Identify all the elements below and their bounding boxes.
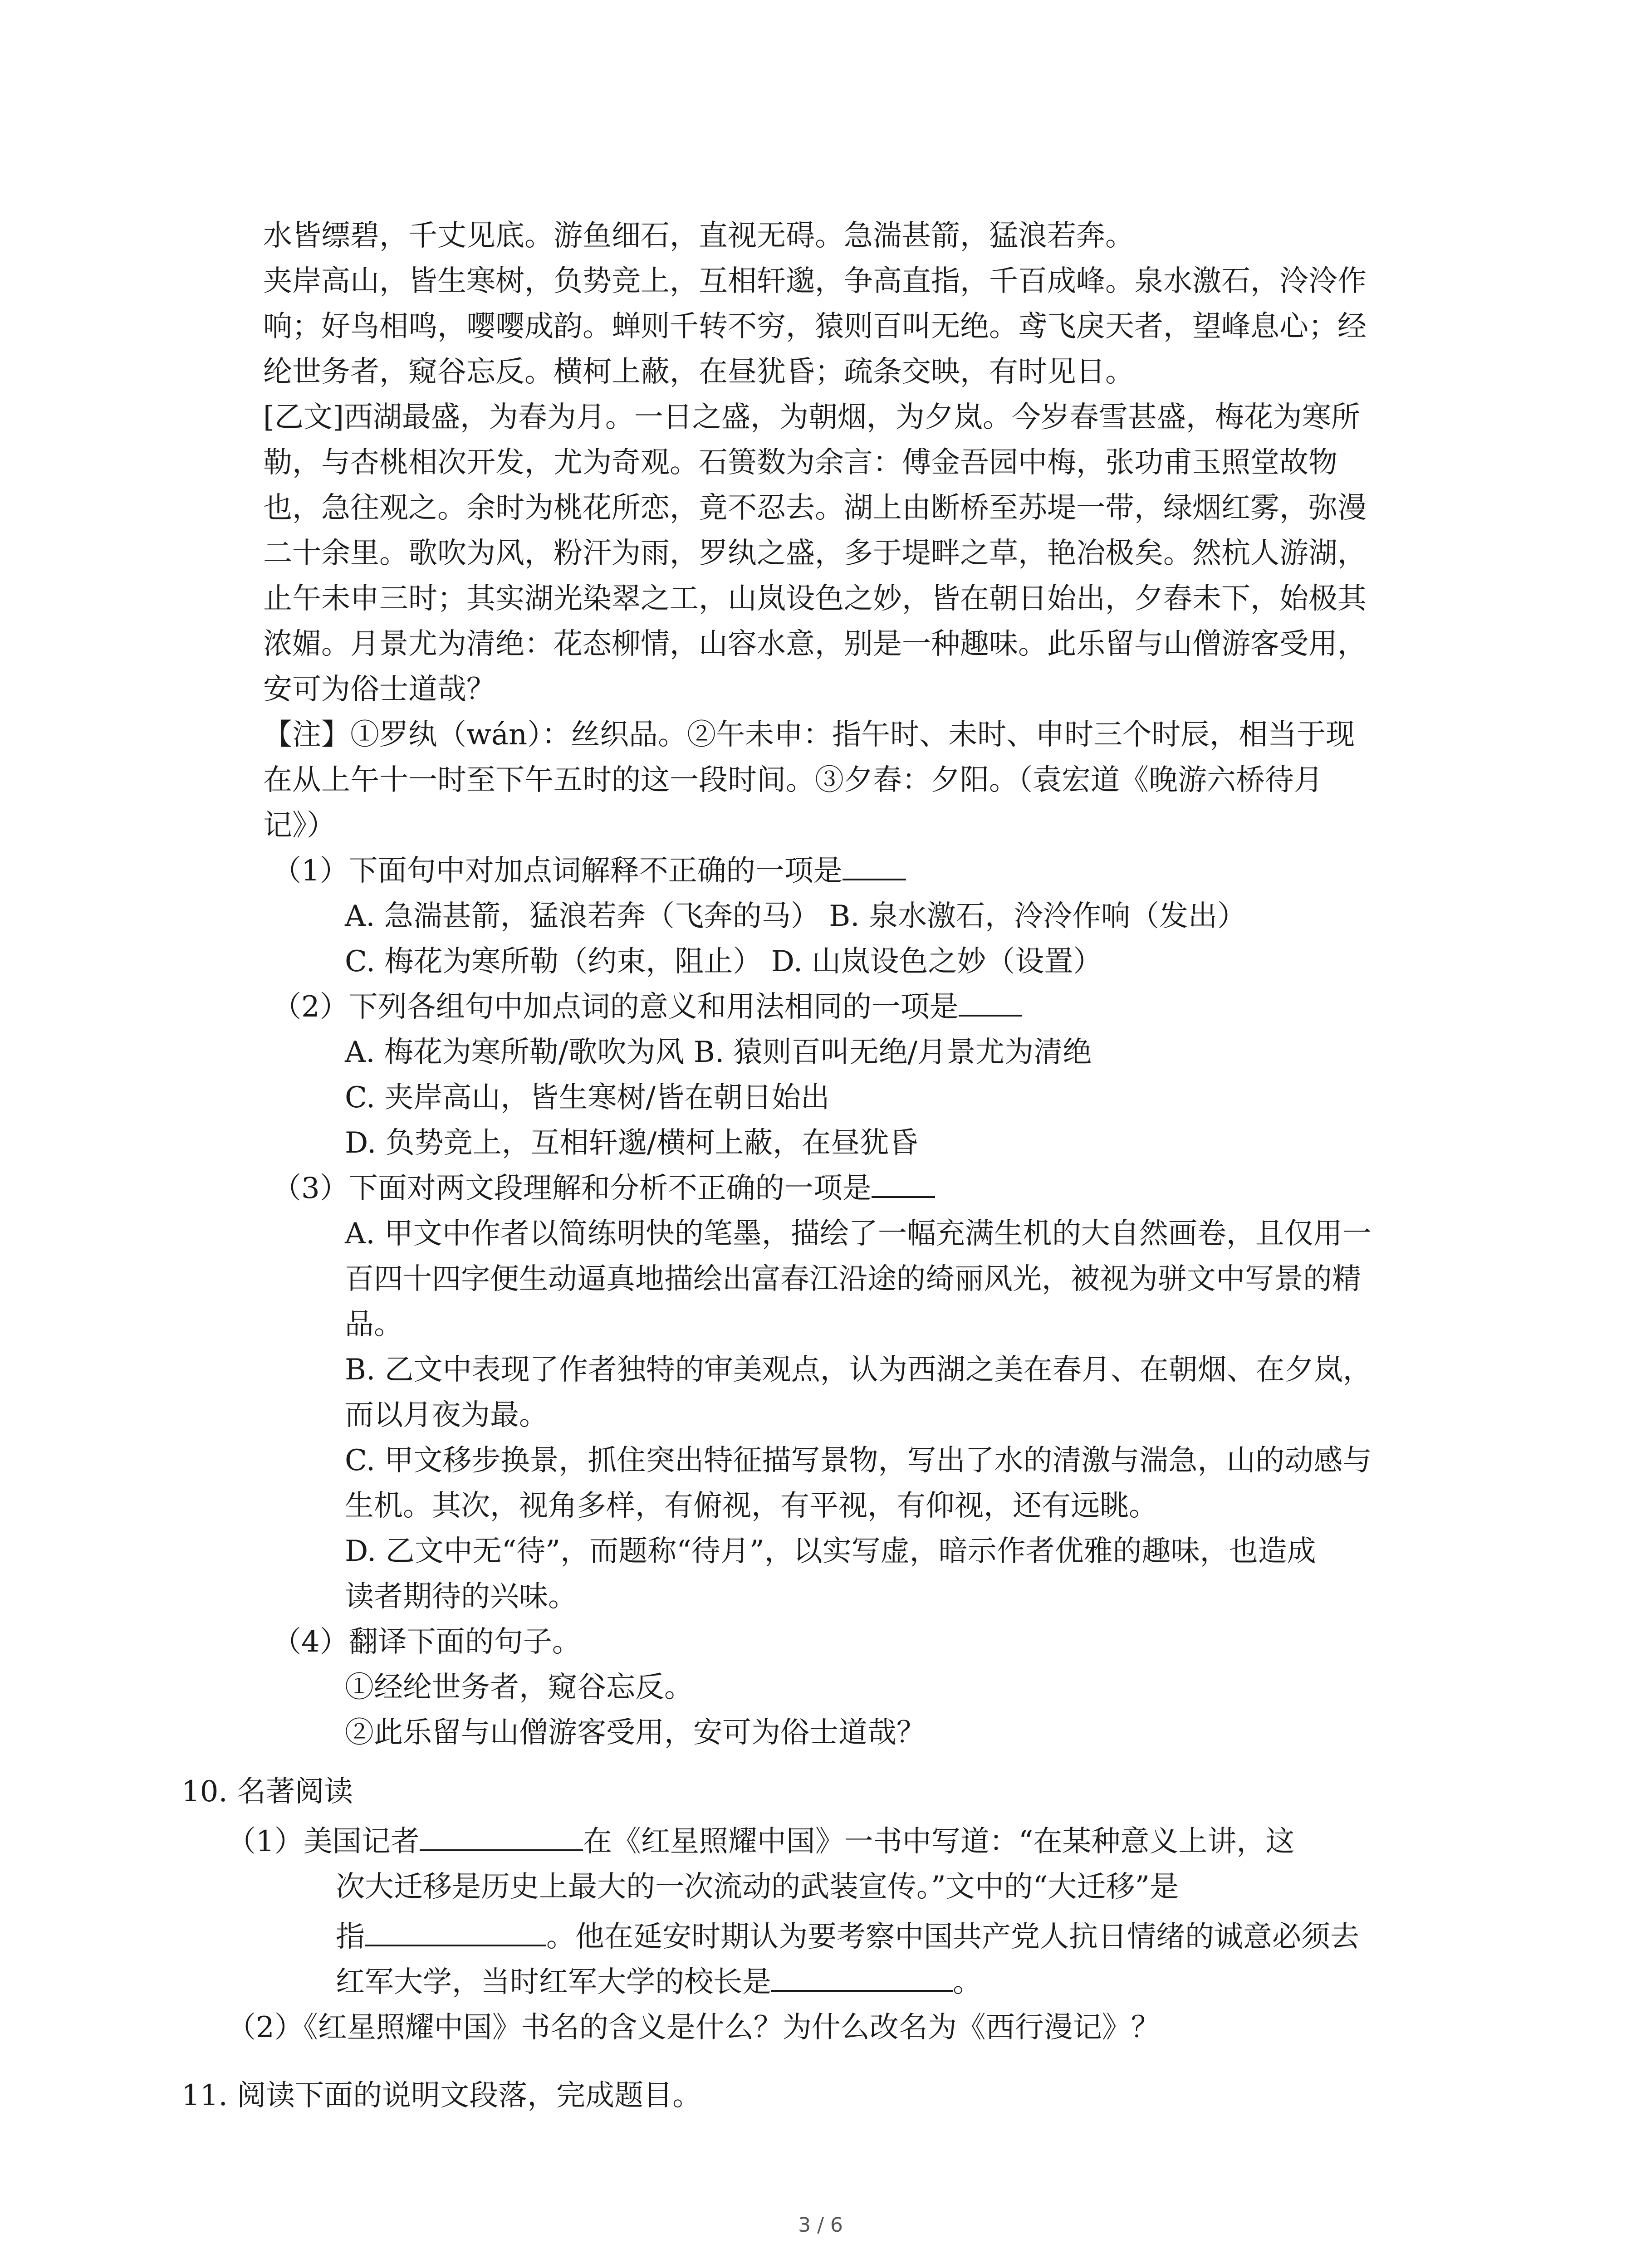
annotation-line: 在从上午十一时至下午五时的这一段时间。③夕舂：夕阳。（袁宏道《晚游六桥待月 (263, 763, 1323, 797)
passage-line: 勒，与杏桃相次开发，尤为奇观。石篑数为余言：傅金吾园中梅，张功甫玉照堂故物 (263, 446, 1337, 479)
passage-line: 水皆缥碧，千丈见底。游鱼细石，直视无碍。急湍甚箭，猛浪若奔。 (263, 219, 1134, 253)
question-10-1-cont: 红军大学，当时红军大学的校长是 。 (336, 1960, 982, 2005)
question-10-title: 10. 名著阅读 (181, 1775, 353, 1809)
option-text: A. 甲文中作者以简练明快的笔墨，描绘了一幅充满生机的大自然画卷，且仅用一 (345, 1217, 1372, 1251)
question-11-title: 11. 阅读下面的说明文段落，完成题目。 (181, 2079, 702, 2112)
passage-line: 浓媚。月景尤为清绝：花态柳情，山容水意，别是一种趣味。此乐留与山僧游客受用， (263, 627, 1367, 661)
option-row: A. 梅花为寒所勒/歌吹为风 B. 猿则百叫无绝/月景尤为清绝 (345, 1036, 1092, 1069)
option-text: C. 甲文移步换景，抓住突出特征描写景物，写出了水的清激与湍急，山的动感与 (345, 1444, 1372, 1477)
answer-blank[interactable] (843, 851, 906, 880)
question-10-1: （1）美国记者 在《红星照耀中国》一书中写道：“在某种意义上讲，这 (227, 1819, 1294, 1864)
passage-line: 二十余里。歌吹为风，粉汗为雨，罗纨之盛，多于堤畔之草，艳冶极矣。然杭人游湖， (263, 537, 1367, 570)
answer-blank[interactable] (771, 1963, 953, 1992)
question-stem: （3）下面对两文段理解和分析不正确的一项是 (272, 1172, 872, 1205)
question-9-2 (272, 984, 1022, 1030)
passage-line: 夹岸高山，皆生寒树，负势竞上，互相轩邈，争高直指，千百成峰。泉水激石，泠泠作 (263, 264, 1367, 298)
annotation-line: 【注】①罗纨（wán）：丝织品。②午未申：指午时、未时、申时三个时辰，相当于现 (263, 718, 1355, 752)
option-row: A. 急湍甚箭，猛浪若奔（飞奔的马） B. 泉水激石，泠泠作响（发出） (345, 899, 1246, 933)
passage-line: [乙文]西湖最盛，为春为月。一日之盛，为朝烟，为夕岚。今岁春雪甚盛，梅花为寒所 (263, 401, 1360, 434)
option-text: D. 乙文中无“待”，而题称“待月”，以实写虚，暗示作者优雅的趣味，也造成 (345, 1535, 1316, 1568)
passage-line: 也，急往观之。余时为桃花所恋，竟不忍去。湖上由断桥至苏堤一带，绿烟红雾，弥漫 (263, 491, 1367, 525)
translate-item: ①经纶世务者，窥谷忘反。 (345, 1671, 693, 1704)
option-text: 读者期待的兴味。 (345, 1580, 577, 1613)
passage-line: 止午未申三时；其实湖光染翠之工，山岚设色之妙，皆在朝日始出，夕舂未下，始极其 (263, 582, 1367, 616)
question-stem: （2）下列各组句中加点词的意义和用法相同的一项是 (272, 990, 959, 1024)
answer-blank[interactable] (420, 1822, 583, 1851)
answer-blank[interactable] (872, 1169, 935, 1198)
option-row: C. 夹岸高山，皆生寒树/皆在朝日始出 (345, 1081, 830, 1114)
option-text: 而以月夜为最。 (345, 1398, 548, 1432)
question-9-1 (272, 848, 906, 894)
option-text: B. 乙文中表现了作者独特的审美观点，认为西湖之美在春月、在朝烟、在夕岚， (345, 1353, 1372, 1387)
option-text: 品。 (345, 1308, 403, 1341)
question-9-3 (272, 1166, 935, 1211)
passage-line: 纶世务者，窥谷忘反。横柯上蔽，在昼犹昏；疏条交映，有时见日。 (263, 355, 1134, 389)
option-row: C. 梅花为寒所勒（约束，阻止） D. 山岚设色之妙（设置） (345, 945, 1102, 978)
question-10-2: （2）《红星照耀中国》书名的含义是什么？为什么改名为《西行漫记》？ (227, 2011, 1160, 2044)
answer-blank[interactable] (959, 987, 1022, 1017)
option-text: 百四十四字便生动逼真地描绘出富春江沿途的绮丽风光，被视为骈文中写景的精 (345, 1262, 1361, 1296)
answer-blank[interactable] (365, 1917, 546, 1946)
page-number: 3 / 6 (798, 2214, 843, 2237)
question-stem: （1）下面句中对加点词解释不正确的一项是 (272, 854, 843, 888)
option-row: D. 负势竞上，互相轩邈/横柯上蔽，在昼犹昏 (345, 1126, 918, 1160)
passage-line: 安可为俗士道哉？ (263, 673, 495, 706)
annotation-line: 记》） (263, 809, 336, 842)
question-10-1-cont: 指 。他在延安时期认为要考察中国共产党人抗日情绪的诚意必须去 (336, 1914, 1359, 1960)
question-10-1-cont: 次大迁移是历史上最大的一次流动的武装宣传。”文中的“大迁移”是 (336, 1870, 1179, 1904)
option-text: 生机。其次，视角多样，有俯视，有平视，有仰视，还有远眺。 (345, 1489, 1158, 1523)
translate-item: ②此乐留与山僧游客受用，安可为俗士道哉？ (345, 1716, 926, 1750)
passage-line: 响；好鸟相鸣，嘤嘤成韵。蝉则千转不穷，猿则百叫无绝。鸢飞戾天者，望峰息心；经 (263, 310, 1367, 343)
question-9-4: （4）翻译下面的句子。 (272, 1625, 581, 1659)
